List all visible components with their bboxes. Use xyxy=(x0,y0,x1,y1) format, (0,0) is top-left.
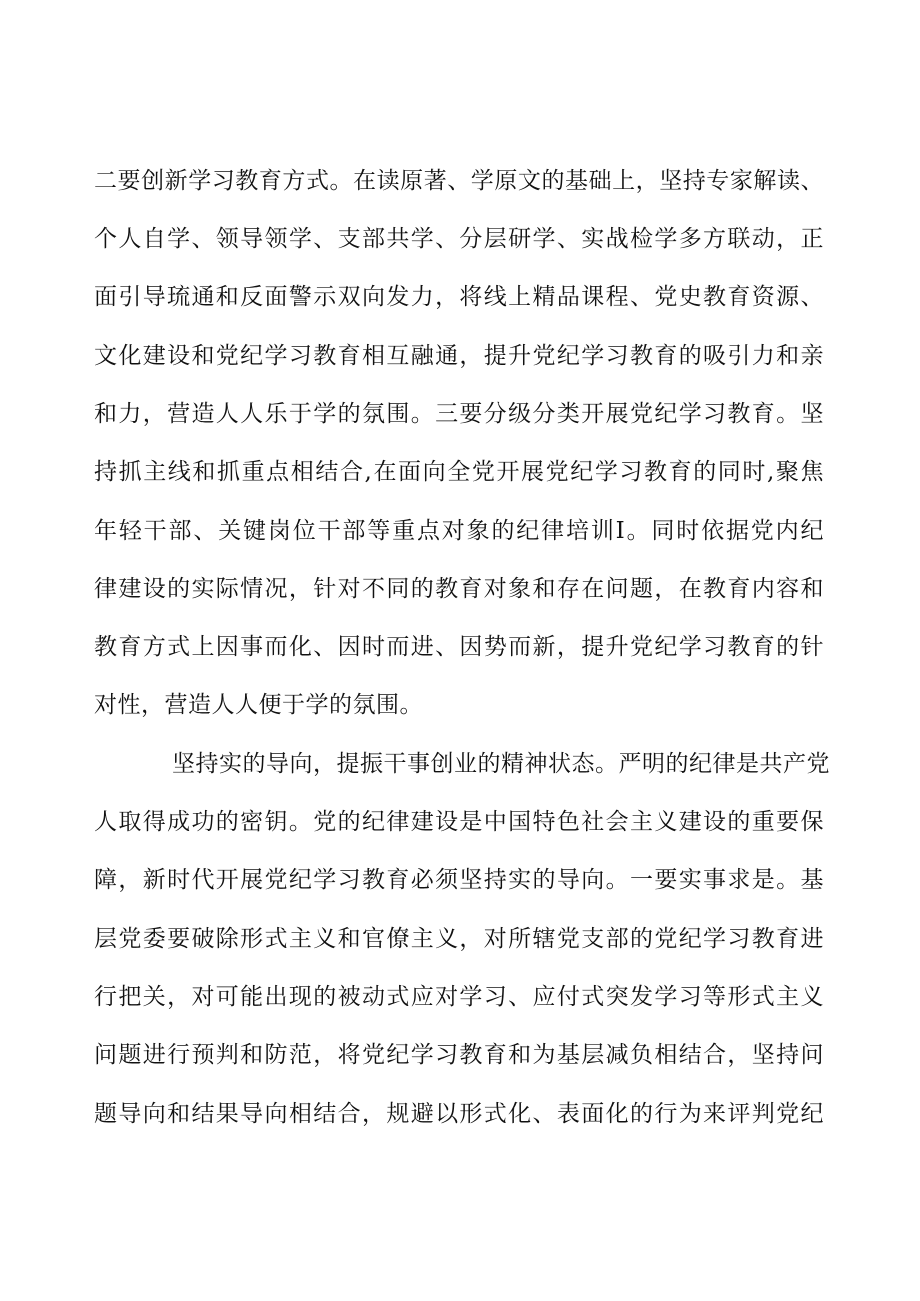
text-line-4: 文化建设和党纪学习教育相互融通，提升党纪学习教育的吸引力和亲 xyxy=(94,343,824,369)
text-line-9: 教育方式上因事而化、因时而进、因势而新，提升党纪学习教育的针 xyxy=(94,634,824,660)
text-line-6: 持抓主线和抓重点相结合,在面向全党开展党纪学习教育的同时,聚焦 xyxy=(94,459,824,485)
text-line-13: 障，新时代开展党纪学习教育必须坚持实的导向。一要实事求是。基 xyxy=(94,867,824,893)
text-line-8: 律建设的实际情况，针对不同的教育对象和存在问题，在教育内容和 xyxy=(94,576,824,602)
text-line-7: 年轻干部、关键岗位干部等重点对象的纪律培训I。同时依据党内纪 xyxy=(94,518,824,544)
text-line-11: 坚持实的导向，提振干事创业的精神状态。严明的纪律是共产党 xyxy=(172,751,830,777)
text-line-17: 题导向和结果导向相结合，规避以形式化、表面化的行为来评判党纪 xyxy=(94,1101,824,1127)
text-line-12: 人取得成功的密钥。党的纪律建设是中国特色社会主义建设的重要保 xyxy=(94,809,824,835)
text-line-14: 层党委要破除形式主义和官僚主义，对所辖党支部的党纪学习教育进 xyxy=(94,926,824,952)
text-line-3: 面引导琉通和反面警示双向发力，将线上精品课程、党史教育资源、 xyxy=(94,284,824,310)
text-line-1: 二要创新学习教育方式。在读原著、学原文的基础上，坚持专家解读、 xyxy=(94,168,824,194)
text-line-15: 行把关，对可能出现的被动式应对学习、应付式突发学习等形式主义 xyxy=(94,984,824,1010)
text-line-10: 对性，营造人人便于学的氛围。 xyxy=(94,692,423,718)
text-line-5: 和力，营造人人乐于学的氛围。三要分级分类开展党纪学习教育。坚 xyxy=(94,401,824,427)
text-line-2: 个人自学、领导领学、支部共学、分层研学、实战检学多方联动，正 xyxy=(94,226,824,252)
text-line-16: 问题进行预判和防范，将党纪学习教育和为基层减负相结合，坚持问 xyxy=(94,1042,824,1068)
